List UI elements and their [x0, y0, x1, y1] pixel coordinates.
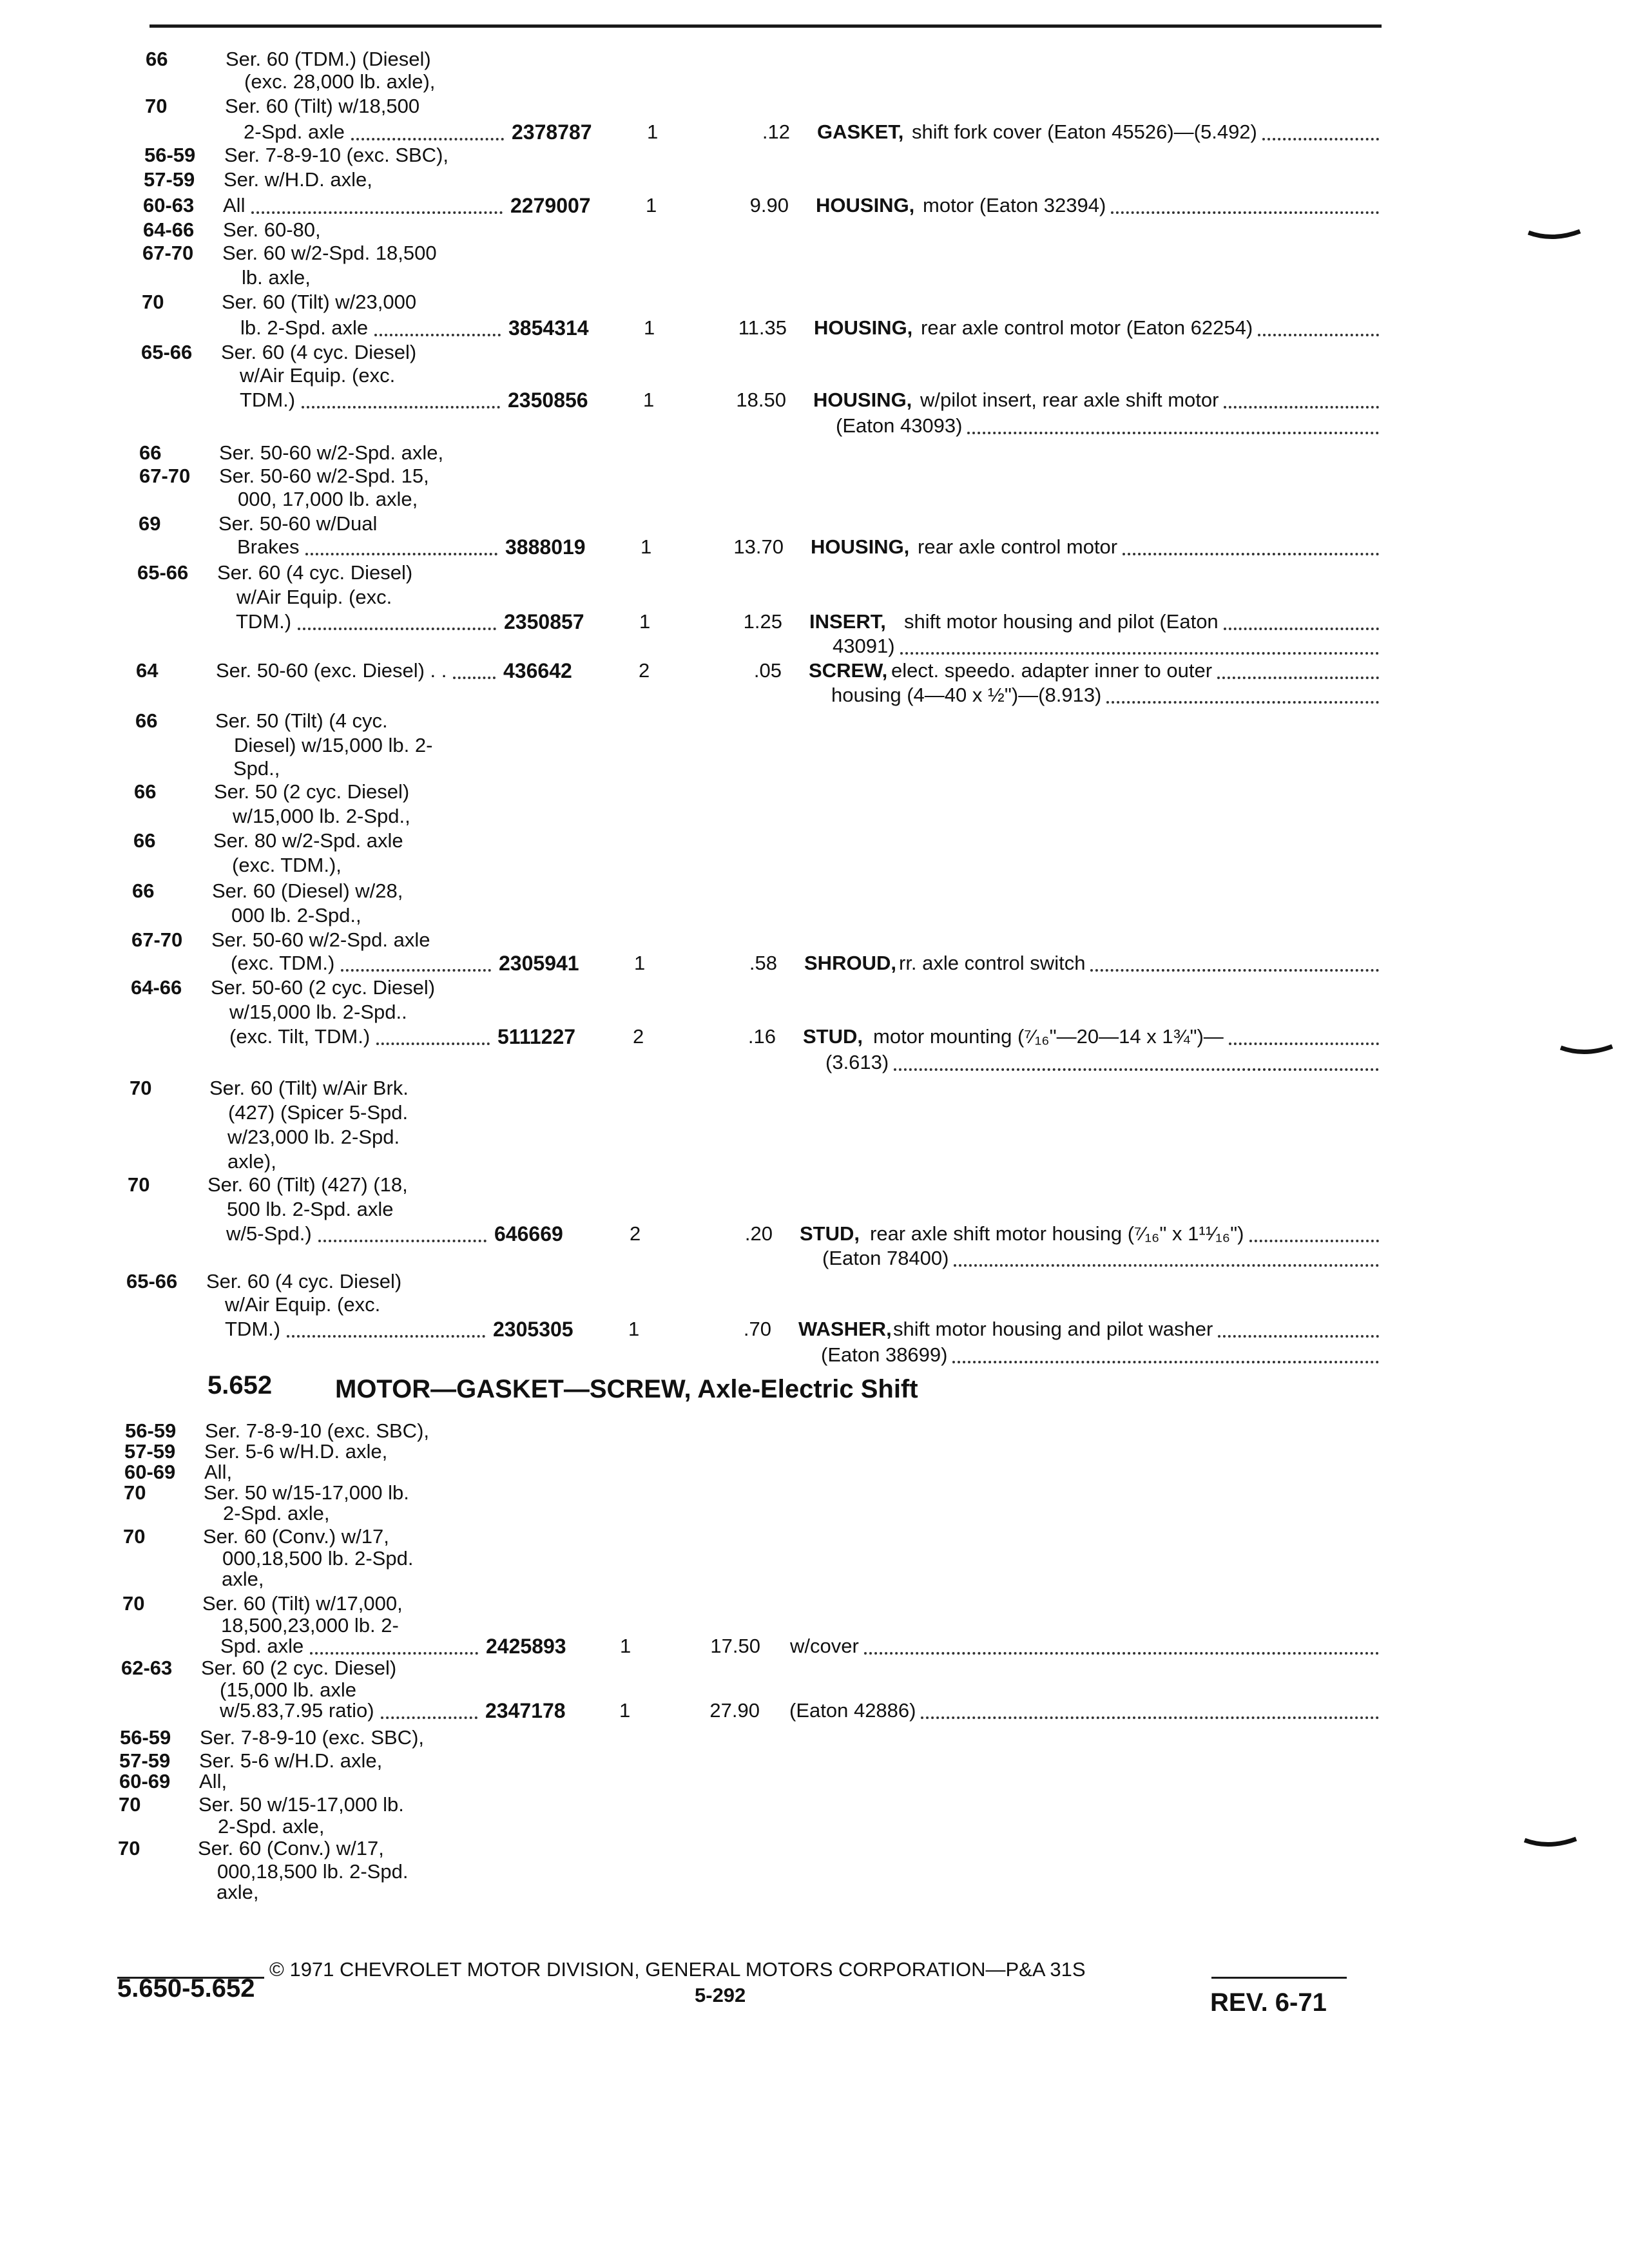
dot-leader	[921, 1716, 1379, 1719]
year-range: 66	[133, 829, 156, 852]
item-description: shift fork cover (Eaton 45526)—(5.492)	[912, 120, 1257, 143]
year-range: 65-66	[141, 341, 193, 363]
dot-leader	[1123, 553, 1379, 555]
dot-leader	[305, 553, 497, 555]
quantity: 1	[634, 952, 646, 974]
dot-leader	[351, 138, 504, 140]
year-range: 57-59	[124, 1440, 176, 1463]
dot-leader	[1258, 334, 1379, 336]
application-text: Ser. 60 (Tilt) (427) (18,	[207, 1173, 408, 1196]
application-text: 2-Spd. axle,	[218, 1815, 325, 1838]
dot-leader	[954, 1264, 1379, 1267]
application-text: w/23,000 lb. 2-Spd.	[227, 1126, 400, 1148]
application-text: Ser. 60-80,	[223, 218, 321, 241]
application-text: Ser. 60 (4 cyc. Diesel)	[221, 341, 417, 363]
application-text: 18,500,23,000 lb. 2-	[221, 1614, 399, 1637]
application-text: 000, 17,000 lb. axle,	[238, 488, 418, 510]
year-range: 66	[139, 441, 162, 464]
part-number: 2425893	[486, 1635, 566, 1658]
application-text: 500 lb. 2-Spd. axle	[227, 1198, 394, 1220]
application-text: lb. 2-Spd. axle	[240, 316, 369, 339]
application-text: w/5.83,7.95 ratio)	[220, 1699, 374, 1722]
item-name: SHROUD,	[804, 952, 896, 974]
part-number: 646669	[494, 1222, 563, 1245]
year-range: 69	[139, 512, 161, 535]
dot-leader	[1224, 628, 1379, 630]
price: 1.25	[743, 610, 782, 633]
dot-leader	[1217, 677, 1379, 679]
application-text: Spd. axle	[220, 1635, 304, 1657]
item-description: (Eaton 42886)	[789, 1699, 916, 1722]
dot-leader	[310, 1652, 478, 1655]
margin-mark-2	[1559, 1044, 1614, 1058]
part-number: 436642	[503, 659, 572, 682]
item-description-cont: (Eaton 38699)	[821, 1343, 948, 1366]
application-text: w/Air Equip. (exc.	[225, 1293, 381, 1316]
quantity: 2	[630, 1222, 641, 1245]
application-text: Ser. 50-60 (exc. Diesel) . .	[216, 659, 447, 682]
section-title: MOTOR—GASKET—SCREW, Axle-Electric Shift	[335, 1375, 918, 1403]
application-text: Ser. 50 (Tilt) (4 cyc.	[215, 709, 388, 732]
year-range: 66	[146, 48, 168, 70]
dot-leader	[287, 1335, 485, 1338]
price: 13.70	[733, 535, 784, 558]
item-description-cont: housing (4—40 x ½")—(8.913)	[831, 684, 1102, 706]
year-range: 70	[118, 1837, 140, 1860]
part-number: 3888019	[505, 535, 586, 559]
application-text: TDM.)	[225, 1318, 281, 1340]
dot-leader	[374, 334, 501, 336]
dot-leader	[298, 628, 496, 630]
year-range: 70	[119, 1793, 141, 1816]
application-text: Spd.,	[233, 757, 280, 780]
year-range: 65-66	[137, 561, 189, 584]
application-text: Brakes	[237, 535, 300, 558]
footer-section-range: 5.650-5.652	[117, 1974, 255, 2003]
item-description: motor mounting (⁷⁄₁₆"—20—14 x 1¾")—	[873, 1025, 1224, 1048]
quantity: 1	[641, 535, 652, 558]
application-text: TDM.)	[236, 610, 292, 633]
dot-leader	[1249, 1240, 1379, 1242]
item-name: STUD,	[800, 1222, 860, 1245]
section-number: 5.652	[207, 1371, 273, 1399]
footer-copyright: © 1971 CHEVROLET MOTOR DIVISION, GENERAL MOTORS CORPORATION—P&A 31S	[269, 1958, 1086, 1981]
application-text: Ser. 5-6 w/H.D. axle,	[199, 1749, 383, 1772]
application-text: 2-Spd. axle,	[223, 1502, 330, 1524]
year-range: 56-59	[125, 1419, 177, 1442]
item-name: HOUSING,	[813, 389, 912, 411]
dot-leader	[1262, 138, 1379, 140]
application-text: Ser. 60 (Tilt) w/17,000,	[202, 1592, 403, 1615]
application-text: w/Air Equip. (exc.	[236, 586, 392, 608]
application-text: Ser. 60 (4 cyc. Diesel)	[217, 561, 413, 584]
quantity: 1	[644, 316, 655, 339]
item-description: elect. speedo. adapter inner to outer	[891, 659, 1213, 682]
year-range: 70	[122, 1592, 145, 1615]
application-text: Ser. 60 (2 cyc. Diesel)	[201, 1657, 397, 1679]
application-text: (427) (Spicer 5-Spd.	[228, 1101, 409, 1124]
application-text: Ser. 7-8-9-10 (exc. SBC),	[205, 1419, 430, 1442]
application-text: TDM.)	[240, 389, 296, 411]
price: 9.90	[749, 194, 789, 216]
margin-mark-3	[1523, 1836, 1577, 1850]
application-text: w/Air Equip. (exc.	[240, 364, 396, 387]
quantity: 1	[643, 389, 655, 411]
item-name: WASHER,	[798, 1318, 892, 1340]
price: .16	[747, 1025, 776, 1048]
dot-leader	[453, 677, 496, 679]
part-number: 2378787	[512, 120, 592, 144]
footer-rule-right	[1211, 1977, 1347, 1979]
item-name: HOUSING,	[814, 316, 913, 339]
application-text: 000,18,500 lb. 2-Spd.	[222, 1547, 414, 1570]
footer-page-number: 5-292	[695, 1984, 746, 2006]
price: 18.50	[736, 389, 786, 411]
dot-leader	[1229, 1043, 1379, 1045]
top-rule	[149, 24, 1382, 28]
application-text: Ser. 50 w/15-17,000 lb.	[204, 1481, 409, 1504]
application-text: Ser. 50-60 w/2-Spd. axle	[211, 928, 430, 951]
price: 11.35	[738, 316, 787, 339]
application-text: Ser. 60 (Conv.) w/17,	[198, 1837, 384, 1860]
item-description-cont: (Eaton 43093)	[836, 414, 963, 437]
quantity: 1	[646, 194, 657, 216]
application-text: Ser. 80 w/2-Spd. axle	[213, 829, 403, 852]
dot-leader	[381, 1716, 477, 1719]
part-number: 5111227	[497, 1025, 576, 1048]
application-text: Ser. 60 (Tilt) w/Air Brk.	[209, 1077, 409, 1099]
price: .05	[753, 659, 782, 682]
application-text: w/15,000 lb. 2-Spd.,	[233, 805, 410, 827]
application-text: Ser. 7-8-9-10 (exc. SBC),	[224, 144, 449, 166]
application-text: Ser. 60 (4 cyc. Diesel)	[206, 1270, 402, 1293]
price: .70	[743, 1318, 771, 1340]
dot-leader	[1090, 969, 1379, 972]
quantity: 2	[633, 1025, 644, 1048]
part-number: 2305941	[499, 952, 579, 975]
footer-revision: REV. 6-71	[1210, 1988, 1327, 2017]
year-range: 56-59	[144, 144, 196, 166]
quantity: 1	[647, 120, 659, 143]
dot-leader	[318, 1240, 487, 1242]
application-text: Ser. 60 (Diesel) w/28,	[212, 879, 403, 902]
dot-leader	[1111, 211, 1379, 214]
application-text: (exc. TDM.)	[231, 952, 335, 974]
application-text: Ser. 7-8-9-10 (exc. SBC),	[200, 1726, 425, 1749]
year-range: 57-59	[119, 1749, 171, 1772]
application-text: Ser. 50 w/15-17,000 lb.	[198, 1793, 404, 1816]
application-text: (exc. TDM.),	[232, 854, 342, 876]
dot-leader	[302, 406, 500, 408]
application-text: 000,18,500 lb. 2-Spd.	[217, 1860, 409, 1883]
application-text: Ser. 60 (TDM.) (Diesel)	[226, 48, 431, 70]
item-description: rear axle control motor	[918, 535, 1118, 558]
item-name: GASKET,	[817, 120, 904, 143]
quantity: 2	[639, 659, 650, 682]
quantity: 1	[619, 1699, 631, 1722]
application-text: Ser. 50 (2 cyc. Diesel)	[214, 780, 410, 803]
dot-leader	[1218, 1335, 1379, 1338]
item-name: INSERT,	[809, 610, 886, 633]
item-description: shift motor housing and pilot washer	[893, 1318, 1213, 1340]
part-number: 2279007	[510, 194, 591, 217]
year-range: 56-59	[120, 1726, 171, 1749]
dot-leader	[864, 1652, 1379, 1655]
year-range: 70	[123, 1525, 146, 1548]
item-description: rear axle shift motor housing (⁷⁄₁₆" x 1¹¹⁄₁₆")	[870, 1222, 1244, 1245]
application-text: Ser. 5-6 w/H.D. axle,	[204, 1440, 388, 1463]
application-text: w/5-Spd.)	[226, 1222, 312, 1245]
dot-leader	[1106, 701, 1379, 704]
item-description: motor (Eaton 32394)	[923, 194, 1106, 216]
dot-leader	[967, 432, 1379, 434]
application-text: (exc. Tilt, TDM.)	[229, 1025, 371, 1048]
dot-leader	[1224, 406, 1379, 408]
year-range: 62-63	[121, 1657, 173, 1679]
year-range: 60-69	[124, 1461, 176, 1483]
application-text: Ser. 50-60 w/Dual	[218, 512, 378, 535]
year-range: 57-59	[144, 168, 195, 191]
application-text: axle),	[227, 1150, 276, 1173]
application-text: All,	[204, 1461, 233, 1483]
year-range: 67-70	[142, 242, 194, 264]
year-range: 60-63	[143, 194, 195, 216]
quantity: 1	[620, 1635, 631, 1657]
application-text: All	[223, 194, 246, 216]
year-range: 67-70	[131, 928, 183, 951]
dot-leader	[341, 969, 491, 972]
dot-leader	[900, 652, 1379, 655]
price: 27.90	[709, 1699, 760, 1722]
quantity: 1	[628, 1318, 640, 1340]
application-text: Ser. 60 (Tilt) w/23,000	[222, 291, 417, 313]
price: .12	[762, 120, 790, 143]
item-name: SCREW,	[809, 659, 888, 682]
item-description: rear axle control motor (Eaton 62254)	[921, 316, 1253, 339]
item-description-cont: (3.613)	[825, 1051, 889, 1073]
application-text: axle,	[217, 1881, 259, 1903]
margin-mark-1	[1527, 229, 1581, 243]
item-description: w/cover	[790, 1635, 859, 1657]
part-number: 2347178	[485, 1699, 566, 1722]
application-text: Ser. 60 w/2-Spd. 18,500	[222, 242, 437, 264]
application-text: (exc. 28,000 lb. axle),	[244, 70, 436, 93]
year-range: 67-70	[139, 465, 191, 487]
item-name: HOUSING,	[816, 194, 915, 216]
year-range: 70	[142, 291, 164, 313]
part-number: 3854314	[508, 316, 589, 340]
price: 17.50	[710, 1635, 760, 1657]
year-range: 66	[135, 709, 158, 732]
part-number: 2350857	[504, 610, 584, 633]
application-text: Ser. 50-60 w/2-Spd. 15,	[219, 465, 429, 487]
application-text: 000 lb. 2-Spd.,	[231, 904, 361, 927]
application-text: 2-Spd. axle	[244, 120, 345, 143]
item-name: HOUSING,	[811, 535, 910, 558]
application-text: w/15,000 lb. 2-Spd..	[229, 1001, 407, 1023]
dot-leader	[251, 211, 503, 214]
application-text: (15,000 lb. axle	[220, 1678, 356, 1701]
year-range: 60-69	[119, 1770, 171, 1792]
application-text: lb. axle,	[242, 266, 311, 289]
item-name: STUD,	[803, 1025, 863, 1048]
year-range: 70	[145, 95, 168, 117]
application-text: Ser. 50-60 (2 cyc. Diesel)	[211, 976, 436, 999]
part-number: 2305305	[493, 1318, 574, 1341]
application-text: Ser. 60 (Tilt) w/18,500	[225, 95, 420, 117]
item-description: w/pilot insert, rear axle shift motor	[920, 389, 1219, 411]
application-text: axle,	[222, 1568, 264, 1590]
year-range: 70	[128, 1173, 150, 1196]
dot-leader	[376, 1043, 490, 1045]
application-text: Ser. 60 (Conv.) w/17,	[203, 1525, 389, 1548]
part-number: 2350856	[508, 389, 588, 412]
year-range: 64-66	[143, 218, 195, 241]
price: .20	[744, 1222, 773, 1245]
application-text: Diesel) w/15,000 lb. 2-	[234, 734, 433, 756]
year-range: 64	[136, 659, 159, 682]
item-description-cont: 43091)	[833, 635, 895, 657]
dot-leader	[952, 1361, 1379, 1363]
item-description: shift motor housing and pilot (Eaton	[904, 610, 1219, 633]
item-description-cont: (Eaton 78400)	[822, 1247, 949, 1269]
quantity: 1	[639, 610, 651, 633]
year-range: 66	[132, 879, 155, 902]
application-text: Ser. w/H.D. axle,	[224, 168, 372, 191]
year-range: 70	[130, 1077, 152, 1099]
item-description: rr. axle control switch	[899, 952, 1086, 974]
year-range: 70	[124, 1481, 146, 1504]
year-range: 64-66	[131, 976, 182, 999]
year-range: 65-66	[126, 1270, 178, 1293]
year-range: 66	[134, 780, 157, 803]
price: .58	[749, 952, 777, 974]
dot-leader	[894, 1068, 1379, 1071]
application-text: Ser. 50-60 w/2-Spd. axle,	[219, 441, 444, 464]
application-text: All,	[199, 1770, 227, 1792]
